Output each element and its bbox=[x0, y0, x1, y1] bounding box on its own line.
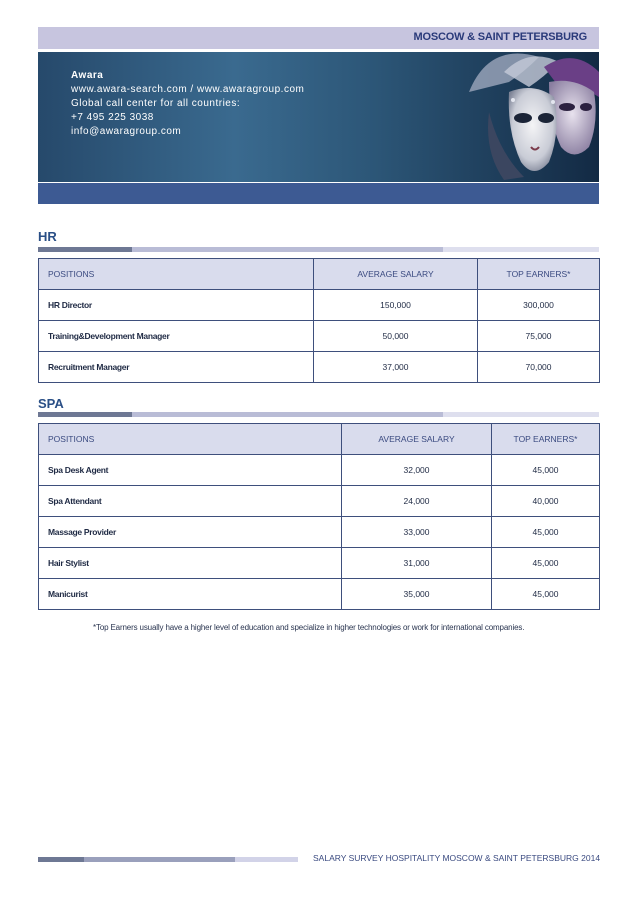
position-cell: Hair Stylist bbox=[39, 548, 342, 579]
position-cell: Spa Desk Agent bbox=[39, 455, 342, 486]
header-title: MOSCOW & SAINT PETERSBURG bbox=[413, 31, 587, 43]
table-header-row bbox=[39, 259, 600, 290]
section-rule-spa bbox=[38, 412, 599, 417]
venetian-masks-image bbox=[449, 52, 599, 182]
top-earners-cell: 45,000 bbox=[492, 455, 600, 486]
top-earners-cell: 45,000 bbox=[492, 548, 600, 579]
email-address: info@awaragroup.com bbox=[71, 126, 182, 137]
section-title-hr: HR bbox=[38, 229, 57, 244]
position-cell: Massage Provider bbox=[39, 517, 342, 548]
average-salary-cell: 150,000 bbox=[314, 290, 478, 321]
spa-salary-table bbox=[38, 423, 600, 610]
top-earners-cell: 300,000 bbox=[478, 290, 600, 321]
column-header-positions: POSITIONS bbox=[39, 259, 314, 290]
hr-salary-table bbox=[38, 258, 600, 383]
top-earners-cell: 70,000 bbox=[478, 352, 600, 383]
table-row bbox=[39, 486, 600, 517]
table-row bbox=[39, 455, 600, 486]
footer-bar-dark bbox=[38, 857, 84, 862]
average-salary-cell: 35,000 bbox=[342, 579, 492, 610]
average-salary-cell: 24,000 bbox=[342, 486, 492, 517]
average-salary-cell: 50,000 bbox=[314, 321, 478, 352]
position-cell: Training&Development Manager bbox=[39, 321, 314, 352]
contact-info bbox=[71, 69, 304, 139]
position-cell: Manicurist bbox=[39, 579, 342, 610]
footer-bar-light bbox=[235, 857, 298, 862]
column-header-top-earners: TOP EARNERS* bbox=[478, 259, 600, 290]
top-earners-cell: 45,000 bbox=[492, 579, 600, 610]
average-salary-cell: 31,000 bbox=[342, 548, 492, 579]
table-row bbox=[39, 352, 600, 383]
footer-bar-mid bbox=[84, 857, 235, 862]
header-bar bbox=[38, 27, 599, 49]
websites: www.awara-search.com / www.awaragroup.com bbox=[71, 84, 305, 95]
average-salary-cell: 32,000 bbox=[342, 455, 492, 486]
banner-stripe bbox=[38, 183, 599, 204]
table-row bbox=[39, 290, 600, 321]
top-earners-cell: 45,000 bbox=[492, 517, 600, 548]
section-title-spa: SPA bbox=[38, 396, 64, 411]
position-cell: HR Director bbox=[39, 290, 314, 321]
table-row bbox=[39, 548, 600, 579]
column-header-top-earners: TOP EARNERS* bbox=[492, 424, 600, 455]
section-rule-hr bbox=[38, 247, 599, 252]
column-header-positions: POSITIONS bbox=[39, 424, 342, 455]
call-center-label: Global call center for all countries: bbox=[71, 98, 241, 109]
column-header-average-salary: AVERAGE SALARY bbox=[342, 424, 492, 455]
table-row bbox=[39, 321, 600, 352]
table-row bbox=[39, 579, 600, 610]
footnote: *Top Earners usually have a higher level of education and specialize in higher technologies or work for international companies. bbox=[93, 623, 525, 632]
top-earners-cell: 40,000 bbox=[492, 486, 600, 517]
top-earners-cell: 75,000 bbox=[478, 321, 600, 352]
position-cell: Recruitment Manager bbox=[39, 352, 314, 383]
contact-banner bbox=[38, 52, 599, 182]
table-header-row bbox=[39, 424, 600, 455]
phone-number: +7 495 225 3038 bbox=[71, 112, 154, 123]
average-salary-cell: 37,000 bbox=[314, 352, 478, 383]
table-row bbox=[39, 517, 600, 548]
footer-text: SALARY SURVEY HOSPITALITY MOSCOW & SAINT PETERSBURG 2014 bbox=[313, 853, 601, 863]
brand-name: Awara bbox=[71, 70, 104, 81]
column-header-average-salary: AVERAGE SALARY bbox=[314, 259, 478, 290]
average-salary-cell: 33,000 bbox=[342, 517, 492, 548]
position-cell: Spa Attendant bbox=[39, 486, 342, 517]
